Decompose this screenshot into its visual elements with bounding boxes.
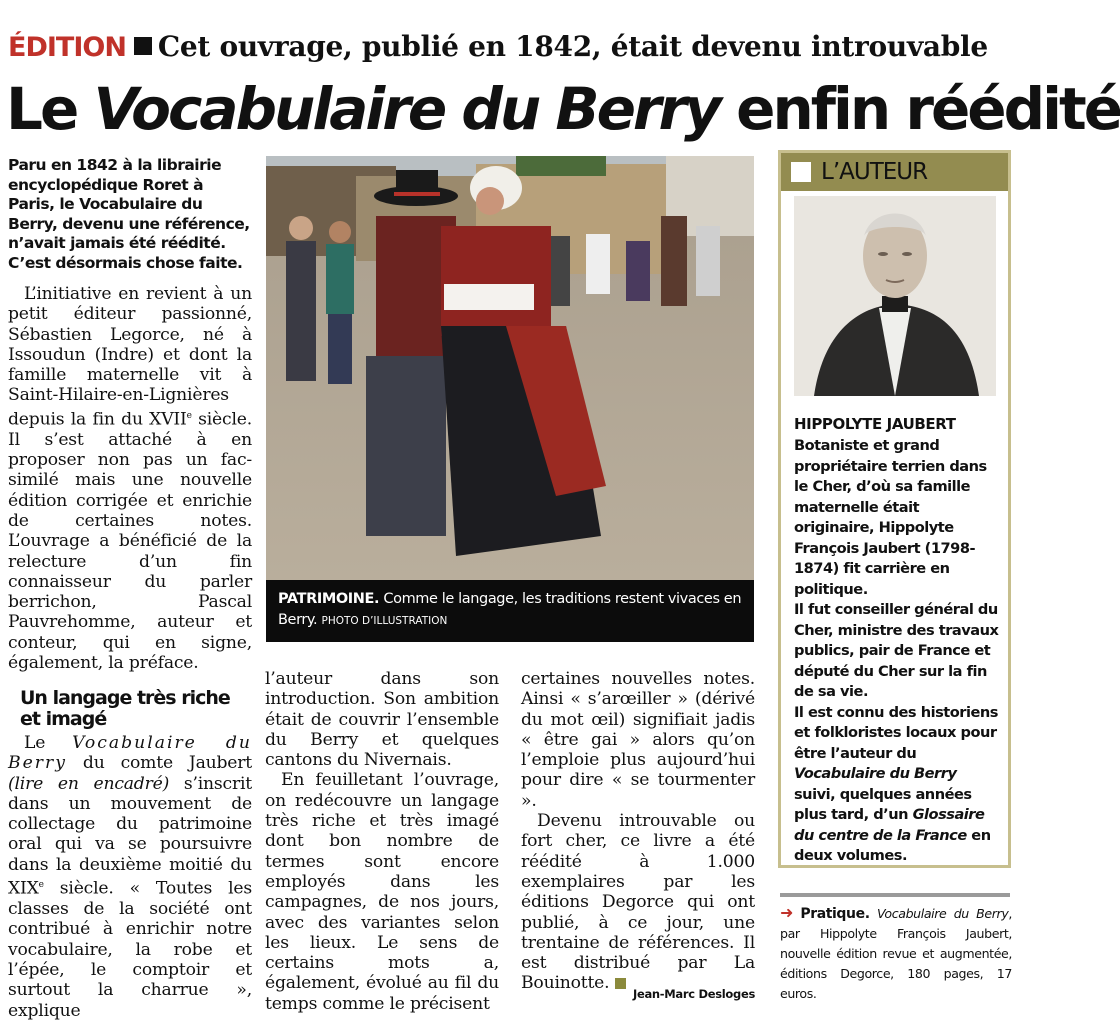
body-paragraph: En feuilletant l’ouvrage, on redécouvre un langage très riche et très imagé dont bon nombre de termes sont encore employés dans les campagnes, de nos jours, avec des variantes selon les lieux. Le sens de certains mots a, également, évolué au fil du temps comme le précisent: [265, 770, 499, 1014]
body-column-1-continued: [8, 733, 252, 1021]
text-run: Le: [24, 733, 73, 753]
dance-photo: [266, 156, 754, 580]
superscript: e: [186, 410, 192, 421]
sidebar-title: L’AUTEUR: [821, 159, 928, 185]
headline-post: enfin réédité: [736, 75, 1120, 143]
superscript: e: [38, 880, 44, 891]
caption-label: PATRIMOINE.: [278, 591, 380, 607]
lead-paragraph: Paru en 1842 à la librairie encyclopédique Roret à Paris, le Vocabulaire du Berry, devenu une référence, n’avait jamais été réédité. C’est désormais chose faite.: [8, 156, 250, 272]
book-title: Vocabulaire du Berry: [8, 733, 252, 774]
sidebar-paragraph: Botaniste et grand propriétaire terrien dans le Cher, d’où sa famille maternelle était originaire, Hippolyte François Jaubert (1798-1874) fit carrière en politique.: [794, 437, 987, 598]
caption-text: Comme le langage, les traditions restent vivaces en Berry.: [278, 591, 742, 628]
text-run: L’initiative en revient à un petit éditeur passionné, Sébastien Legorce, né à Issoudun (Indre) et dont la famille maternelle vit à Saint-Hilaire-en-Lignières depuis la fin du XVII: [8, 284, 252, 430]
sidebar-header: [781, 153, 1008, 191]
sidebar-name: HIPPOLYTE JAUBERT: [794, 415, 956, 433]
body-paragraph: [8, 733, 252, 1021]
text-run: siècle. Il s’est attaché à en proposer non pas un fac-similé mais une nouvelle édition corrigée et enrichie de certaines notes. L’ouvrage a bénéficié de la relecture d’un fin connaisseur du parler berrichon, Pascal Pauvrehomme, auteur et conteur, qui en signe, également, la préface.: [8, 409, 252, 674]
folk-dancers-illustration: [266, 156, 754, 580]
cross-reference: (lire en encadré): [8, 773, 170, 794]
text-run: en deux volumes.: [794, 826, 991, 864]
sidebar-text: [794, 436, 999, 867]
section-tag: ÉDITION: [8, 32, 126, 63]
book-title: Glossaire du centre de la France: [794, 806, 985, 844]
photo-credit: PHOTO D’ILLUSTRATION: [321, 615, 448, 627]
kicker: [8, 30, 1008, 70]
body-column-1: [8, 284, 252, 673]
portrait-illustration: [794, 196, 996, 396]
book-title: Vocabulaire du Berry: [876, 906, 1009, 921]
body-column-2: [265, 669, 499, 1014]
sidebar-paragraph: Il fut conseiller général du Cher, ministre des travaux publics, pair de France et député du Cher sur la fin de sa vie.: [794, 601, 999, 700]
kicker-text: Cet ouvrage, publié en 1842, était devenu introuvable: [157, 30, 988, 63]
photo-caption: [266, 580, 754, 642]
sidebar-paragraph: [794, 703, 999, 867]
divider: [780, 893, 1010, 897]
book-title: Vocabulaire du Berry: [794, 765, 957, 782]
subheading: Un langage très riche et imagé: [20, 687, 230, 730]
practical-label: Pratique.: [800, 906, 870, 922]
text-run: suivi, quelques années plus tard, d’un: [794, 785, 972, 823]
body-paragraph: l’auteur dans son introduction. Son ambition était de couvrir l’ensemble du Berry et quelques cantons du Nivernais.: [265, 669, 499, 771]
body-column-3: [521, 669, 755, 994]
headline-italic: Vocabulaire du Berry: [93, 75, 719, 143]
text-run: du comte Jaubert: [66, 753, 252, 774]
text-run: siècle. « Toutes les classes de la société ont contribué à enrichir notre vocabulaire, la robe et l’épée, le comptoir et surtout la charrue », explique: [8, 878, 252, 1021]
square-bullet-icon: [134, 37, 152, 55]
practical-info: [780, 903, 1012, 1004]
text-run: Devenu introuvable ou fort cher, ce livre a été réédité à 1.000 exemplaires par les éditions Degorce qui ont publié, à ce jour, une trentaine de références. Il est distribué par La Bouinotte.: [521, 811, 755, 994]
body-paragraph: [8, 284, 252, 673]
author-portrait: [794, 196, 996, 396]
headline-pre: Le: [6, 75, 77, 143]
headline: [6, 74, 1120, 146]
square-bullet-icon: [791, 162, 811, 182]
body-paragraph: [521, 811, 755, 994]
text-run: s’inscrit dans un mouvement de collectage du patrimoine oral qui va se poursuivre dans la deuxième moitié du XIX: [8, 773, 252, 899]
practical-text: , par Hippolyte François Jaubert, nouvelle édition revue et augmentée, éditions Degorce, 180 pages, 17 euros.: [780, 906, 1012, 1001]
body-paragraph: certaines nouvelles notes. Ainsi « s’arœiller » (dérivé du mot œil) signifiait jadis « être gai » alors qu’on l’emploie plus aujourd’hui pour dire « se tourmenter ».: [521, 669, 755, 811]
arrow-right-icon: ➜: [780, 903, 794, 922]
author-signature: Jean-Marc Desloges: [632, 987, 755, 1001]
text-run: Il est connu des historiens et folkloristes locaux pour être l’auteur du: [794, 703, 998, 762]
